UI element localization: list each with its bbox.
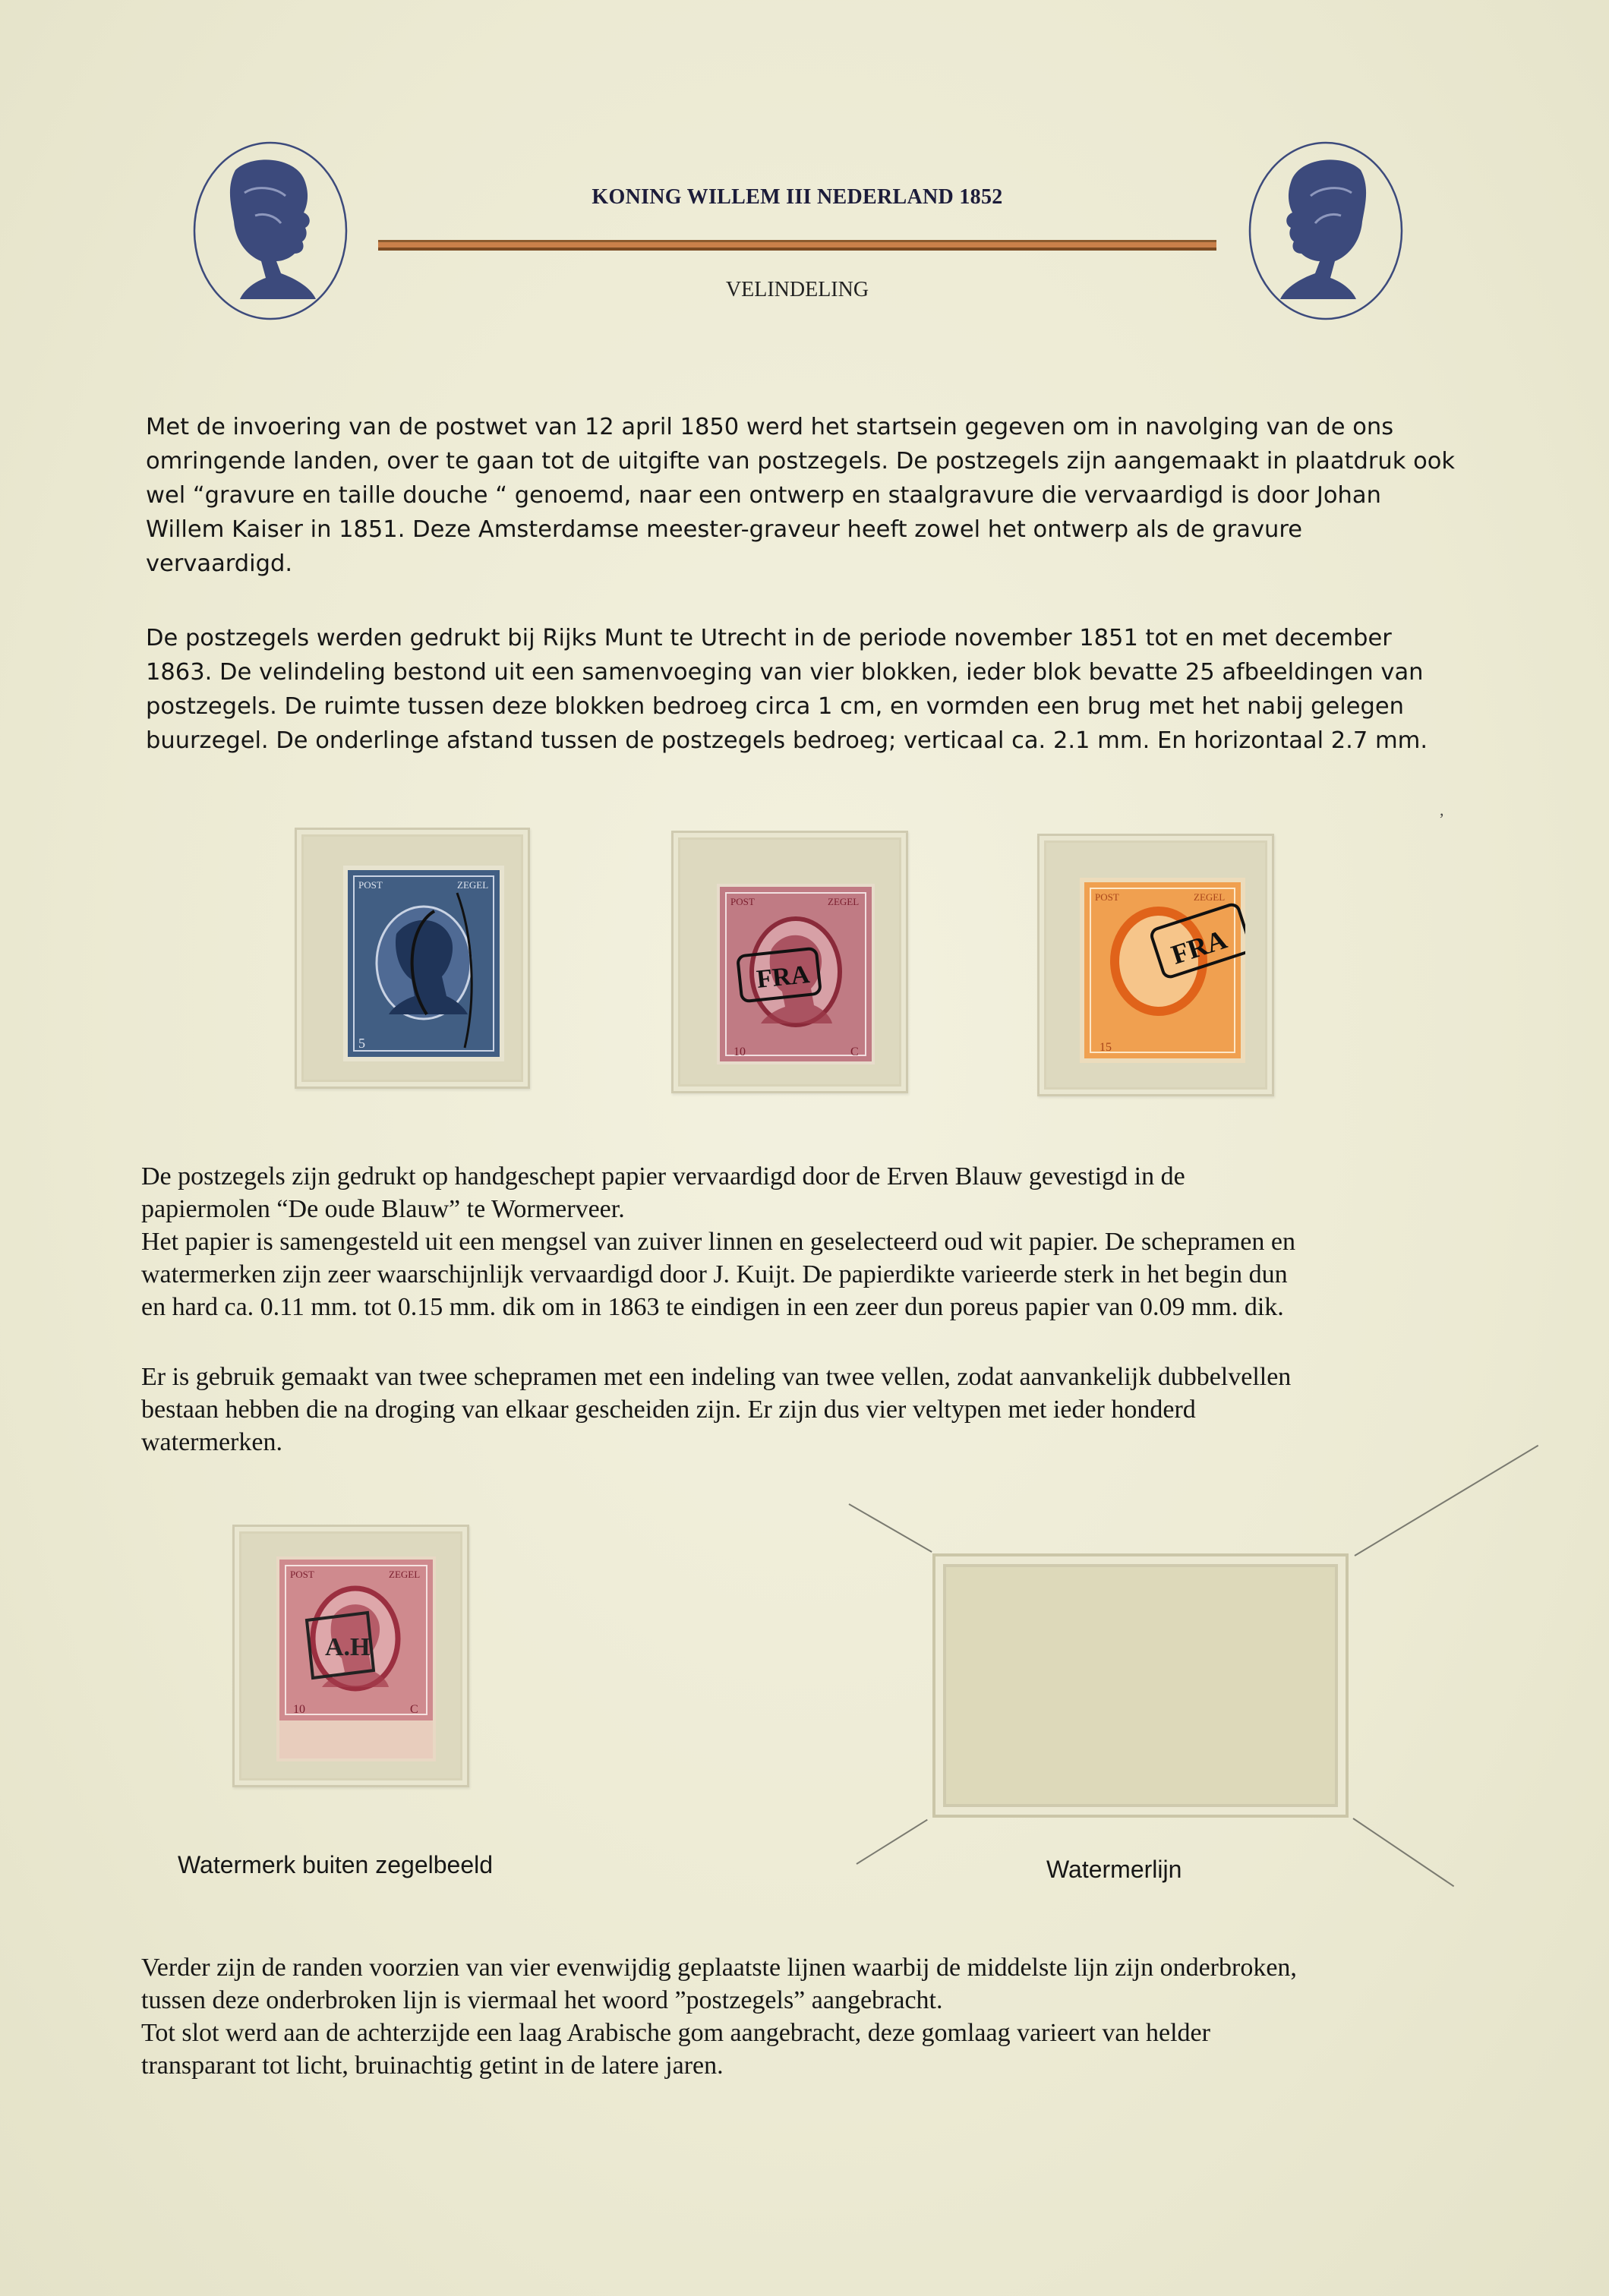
stamp-header-right: ZEGEL bbox=[457, 879, 489, 891]
text-line: transparant tot licht, bruinachtig getint in de latere jaren. bbox=[141, 2052, 724, 2080]
svg-text:5: 5 bbox=[358, 1036, 365, 1051]
stamp-header-left: POST bbox=[730, 896, 755, 907]
text-line: Verder zijn de randen voorzien van vier evenwijdig geplaatste lijnen waarbij de middelste lijn zijn onderbroken, bbox=[141, 1954, 1297, 1982]
stamp-cancel: FRA bbox=[1167, 923, 1231, 970]
intro-paragraph-2 bbox=[146, 621, 1482, 758]
stamp-10c-carmine bbox=[717, 884, 875, 1068]
stamp-header-right: ZEGEL bbox=[389, 1569, 421, 1580]
text-line: postzegels. De ruimte tussen deze blokken bedroeg circa 1 cm, en vormden een brug met het nabij gelegen bbox=[146, 693, 1404, 720]
text-line: Het papier is samengesteld uit een mengsel van zuiver linnen en geselecteerd oud wit papier. De schepramen en bbox=[141, 1228, 1295, 1256]
text-line: bestaan hebben die na droging van elkaar gescheiden zijn. Er zijn dus vier veltypen met ieder honderd bbox=[141, 1396, 1196, 1424]
text-line: Willem Kaiser in 1851. Deze Amsterdamse meester-graveur heeft zowel het ontwerp als de gravure bbox=[146, 516, 1302, 543]
svg-text:10: 10 bbox=[734, 1046, 746, 1058]
king-portrait-icon bbox=[1247, 140, 1405, 322]
title-divider bbox=[378, 240, 1216, 251]
text-line: Tot slot werd aan de achterzijde een laag Arabische gom aangebracht, deze gomlaag varieert van helder bbox=[141, 2019, 1210, 2047]
svg-text:A.H: A.H bbox=[325, 1633, 371, 1661]
text-line: Met de invoering van de postwet van 12 april 1850 werd het startsein gegeven om in navolging van de ons bbox=[146, 414, 1394, 440]
stamp-header-right: ZEGEL bbox=[1194, 891, 1226, 903]
text-line: omringende landen, over te gaan tot de uitgifte van postzegels. De postzegels zijn aangemaakt in plaatdruk ook bbox=[146, 448, 1456, 475]
paper-paragraph-1 bbox=[141, 1160, 1493, 1323]
svg-text:C: C bbox=[850, 1046, 859, 1058]
stamp-cancel: FRA bbox=[755, 960, 811, 995]
text-line: De postzegels werden gedrukt bij Rijks Munt te Utrecht in de periode november 1851 tot en met december bbox=[146, 625, 1392, 651]
text-line: buurzegel. De onderlinge afstand tussen de postzegels bedroeg; verticaal ca. 2.1 mm. En horizontaal 2.7 mm. bbox=[146, 727, 1428, 754]
perspective-line bbox=[1354, 1445, 1538, 1556]
portrait-medallion-right bbox=[1247, 140, 1405, 322]
svg-text:15: 15 bbox=[1099, 1041, 1112, 1054]
caption-watermark-outside: Watermerk buiten zegelbeeld bbox=[178, 1851, 494, 1878]
stamp-15c-orange bbox=[1080, 878, 1245, 1067]
stamp-header-left: POST bbox=[290, 1569, 314, 1580]
watermark-stamp bbox=[276, 1556, 436, 1765]
stamp-5c-blue bbox=[343, 866, 504, 1065]
text-line: watermerken zijn zeer waarschijnlijk vervaardigd door J. Kuijt. De papierdikte varieerde sterk in het begin dun bbox=[141, 1260, 1288, 1288]
text-line: vervaardigd. bbox=[146, 550, 293, 577]
perspective-line bbox=[856, 1819, 927, 1865]
text-line: en hard ca. 0.11 mm. tot 0.15 mm. dik om in 1863 te eindigen in een zeer dun poreus papier van 0.09 mm. dik. bbox=[141, 1293, 1284, 1321]
page-title: KONING WILLEM III NEDERLAND 1852 bbox=[592, 185, 1003, 209]
text-line: De postzegels zijn gedrukt op handgeschept papier vervaardigd door de Erven Blauw gevestigd in de bbox=[141, 1162, 1185, 1191]
text-line: wel “gravure en taille douche “ genoemd, naar een ontwerp en staalgravure die vervaardigd is door Johan bbox=[146, 482, 1381, 509]
intro-paragraph-1 bbox=[146, 410, 1482, 581]
text-line: Er is gebruik gemaakt van twee schepramen met een indeling van twee vellen, zodat aanvankelijk dubbelvellen bbox=[141, 1363, 1292, 1391]
stamp-header-left: POST bbox=[358, 879, 383, 891]
stamp-header-right: ZEGEL bbox=[828, 896, 860, 907]
page-subtitle: VELINDELING bbox=[725, 278, 869, 301]
text-line: 1863. De velindeling bestond uit een samenvoeging van vier blokken, ieder blok bevatte 25 afbeeldingen van bbox=[146, 659, 1424, 686]
stamp-header-left: POST bbox=[1095, 891, 1119, 903]
portrait-medallion-left bbox=[191, 140, 349, 322]
watermark-line-frame bbox=[932, 1553, 1349, 1818]
text-line: watermerken. bbox=[141, 1428, 282, 1456]
perspective-line bbox=[1352, 1818, 1454, 1887]
svg-text:10: 10 bbox=[293, 1703, 305, 1716]
stray-mark: , bbox=[1440, 800, 1444, 819]
text-line: papiermolen “De oude Blauw” te Wormerveer. bbox=[141, 1195, 625, 1223]
svg-text:C: C bbox=[410, 1703, 418, 1716]
text-line: tussen deze onderbroken lijn is viermaal het woord ”postzegels” aangebracht. bbox=[141, 1986, 943, 2014]
closing-paragraph bbox=[141, 1951, 1493, 2082]
caption-watermark-line: Watermerlijn bbox=[1046, 1856, 1182, 1883]
king-portrait-icon bbox=[191, 140, 349, 322]
paper-paragraph-2 bbox=[141, 1361, 1493, 1459]
perspective-line bbox=[849, 1503, 932, 1553]
